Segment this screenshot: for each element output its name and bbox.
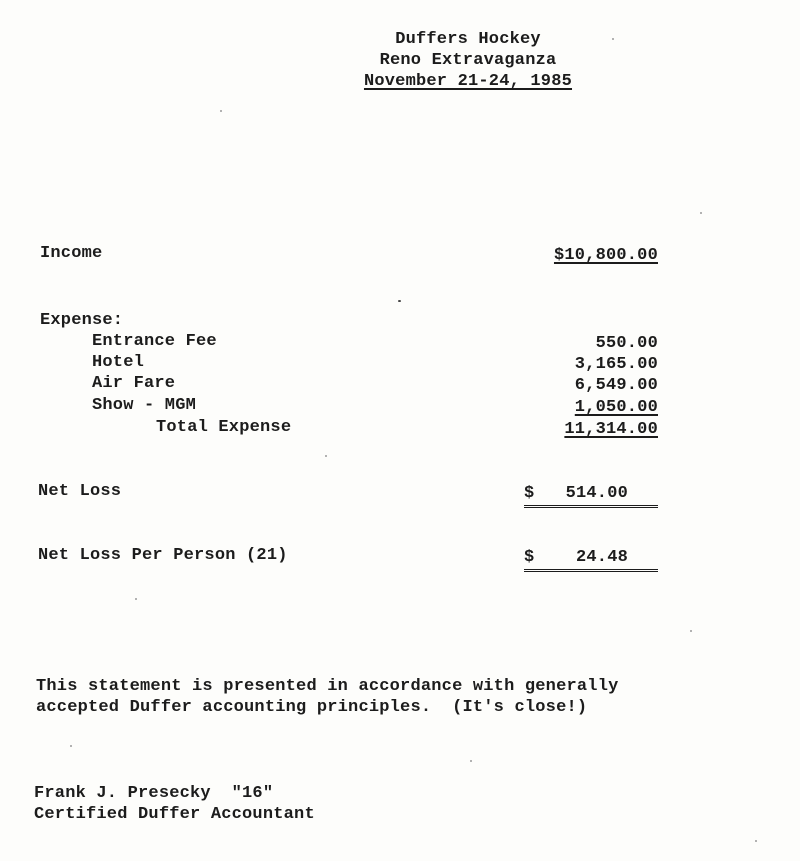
- title-line-2: Reno Extravaganza: [379, 51, 557, 70]
- per-person-amount: $ 24.48: [524, 548, 629, 567]
- per-person-amount-wrap: [524, 548, 658, 572]
- expense-item-label: Entrance Fee: [92, 332, 217, 351]
- income-amount: $10,800.00: [553, 246, 658, 265]
- expense-heading: Expense:: [40, 311, 124, 330]
- signature-title: Certified Duffer Accountant: [34, 805, 315, 824]
- scan-speck: [612, 38, 614, 40]
- scan-speck: [135, 598, 137, 600]
- total-expense-label: Total Expense: [156, 418, 292, 437]
- expense-item-label: Air Fare: [92, 374, 176, 393]
- title-line-1: Duffers Hockey: [395, 30, 541, 49]
- scan-speck: [398, 300, 401, 302]
- scan-speck: [70, 745, 72, 747]
- net-loss-amount-wrap: [524, 484, 658, 508]
- expense-item-amount: 1,050.00: [574, 398, 658, 417]
- scan-speck: [700, 212, 702, 214]
- scan-speck: [470, 760, 472, 762]
- expense-item-amount: 550.00: [595, 334, 658, 353]
- scan-speck: [220, 110, 222, 112]
- income-label: Income: [40, 244, 103, 263]
- expense-item-amount: 6,549.00: [574, 376, 658, 395]
- expense-item-label: Hotel: [92, 353, 145, 372]
- title-date-wrap: [268, 72, 668, 92]
- scan-speck: [690, 630, 692, 632]
- signature-name: Frank J. Presecky "16": [34, 784, 274, 803]
- statement-line-2: accepted Duffer accounting principles. (It's close!): [36, 698, 588, 717]
- expense-item-amount: 3,165.00: [574, 355, 658, 374]
- net-loss-label: Net Loss: [38, 482, 122, 501]
- per-person-label: Net Loss Per Person (21): [38, 546, 288, 565]
- total-expense-amount: 11,314.00: [564, 420, 658, 439]
- scan-speck: [325, 455, 327, 457]
- title-date: November 21-24, 1985: [363, 72, 573, 91]
- net-loss-amount: $ 514.00: [524, 484, 629, 503]
- scan-speck: [755, 840, 757, 842]
- expense-item-label: Show - MGM: [92, 396, 197, 415]
- statement-line-1: This statement is presented in accordance with generally: [36, 677, 619, 696]
